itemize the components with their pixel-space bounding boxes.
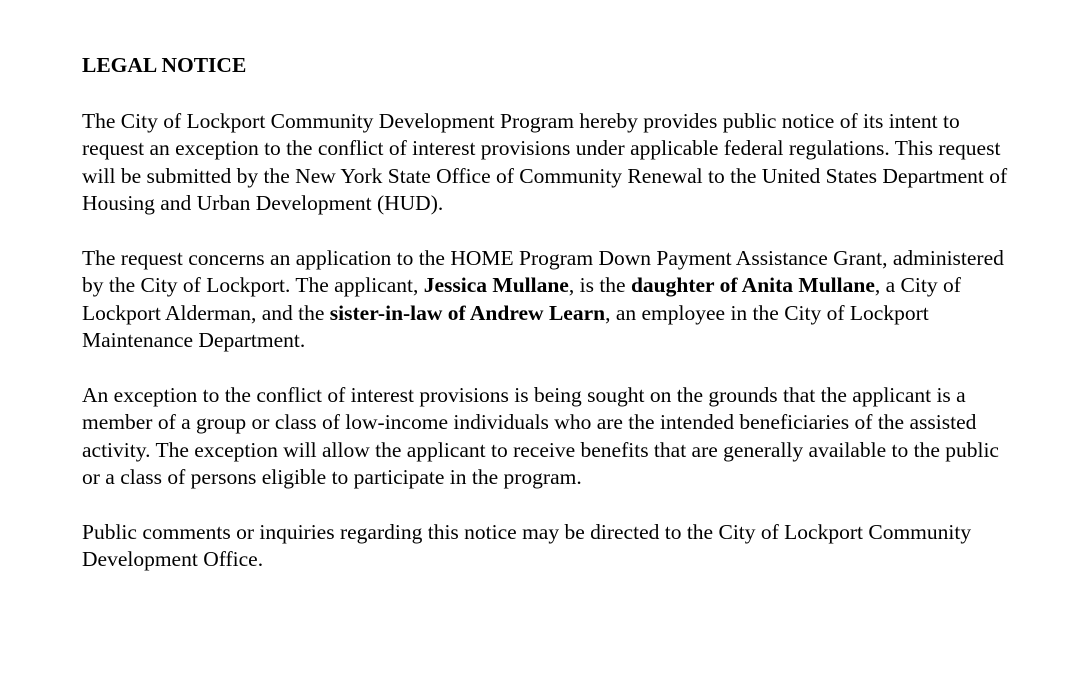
paragraph-text: , an employee in the City of Lockport Maintenance Department. xyxy=(82,300,929,352)
paragraph-text: , is the xyxy=(568,273,631,297)
legal-notice-document xyxy=(82,52,1022,601)
notice-paragraph-request xyxy=(82,245,1022,355)
notice-paragraph-comments: Public comments or inquiries regarding this notice may be directed to the City of Lockport Community Development Office. xyxy=(82,519,972,571)
notice-paragraph-exception: An exception to the conflict of interest provisions is being sought on the grounds that the applicant is a member of a group or class of low-income individuals who are the intended beneficiaries of the assisted activity. The exception will allow the applicant to receive benefits that are generally available to the public or a class of persons eligible to participate in the program. xyxy=(82,382,999,489)
notice-paragraph-intent: The City of Lockport Community Development Program hereby provides public notice of its intent to request an exception to the conflict of interest provisions under applicable federal regulations. This request will be submitted by the New York State Office of Community Renewal to the United States Department of Housing and Urban Development (HUD). xyxy=(82,108,1008,215)
notice-title: LEGAL NOTICE xyxy=(82,53,247,77)
applicant-name: Jessica Mullane xyxy=(423,273,569,297)
paragraph-text: The request concerns an application to the HOME Program Down Payment Assistance Grant, administered by the City of Lockport. The applicant, xyxy=(82,245,1004,297)
relation-sister-in-law: sister-in-law of Andrew Learn xyxy=(329,300,606,325)
relation-daughter: daughter of Anita Mullane xyxy=(630,273,875,297)
paragraph-text: , a City of Lockport Alderman, and the xyxy=(82,273,961,325)
